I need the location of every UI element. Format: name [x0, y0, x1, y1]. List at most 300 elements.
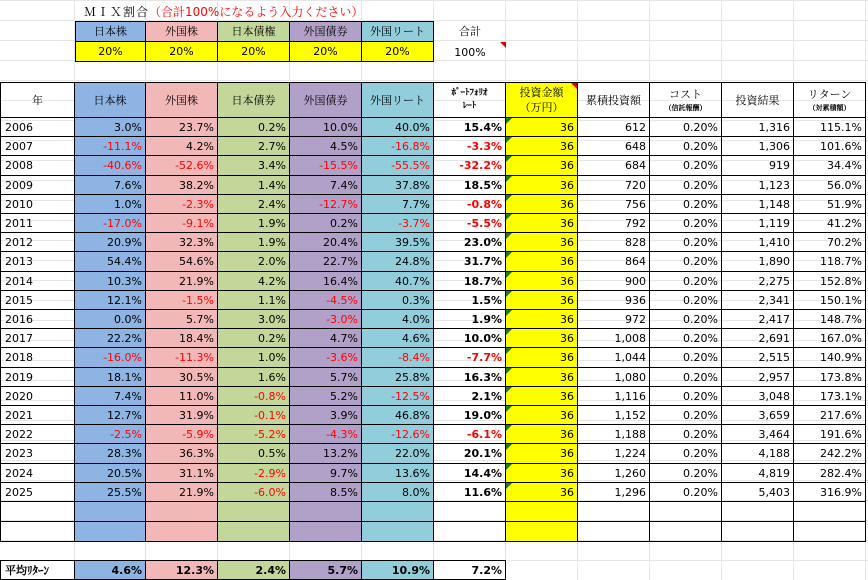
invest-amount-cell[interactable]: 36: [506, 252, 578, 272]
jp-bond-header-label: 日本債券: [231, 93, 276, 107]
return-cell[interactable]: -4.3%: [290, 425, 362, 444]
cumulative-cell[interactable]: 1,224: [578, 444, 650, 464]
column-header-iv[interactable]: [506, 82, 578, 118]
portfolio-rate-cell[interactable]: 20.1%: [434, 444, 506, 464]
return-cell[interactable]: -4.5%: [290, 291, 362, 310]
return-cell[interactable]: 37.8%: [362, 176, 434, 195]
cost-cell[interactable]: 0.20%: [650, 464, 722, 483]
return-cell[interactable]: 40.0%: [362, 118, 434, 137]
result-cell[interactable]: 1,148: [722, 195, 794, 214]
year-cell[interactable]: 2019: [0, 368, 75, 387]
return-cell[interactable]: -5.9%: [146, 425, 218, 444]
portfolio-rate-cell[interactable]: 10.0%: [434, 329, 506, 348]
return-cell[interactable]: -9.1%: [146, 214, 218, 233]
cost-cell[interactable]: 0.20%: [650, 444, 722, 464]
invest-amount-cell[interactable]: 36: [506, 214, 578, 233]
return-cell[interactable]: 20.4%: [290, 233, 362, 252]
return-cell[interactable]: 0.3%: [362, 291, 434, 310]
return-cell[interactable]: -12.6%: [362, 425, 434, 444]
year-cell[interactable]: 2020: [0, 387, 75, 406]
return-total-cell[interactable]: 173.1%: [794, 387, 866, 406]
cost-cell[interactable]: 0.20%: [650, 348, 722, 368]
return-cell[interactable]: 40.7%: [362, 272, 434, 291]
result-cell[interactable]: 1,316: [722, 118, 794, 137]
result-header-label: 投資結果: [735, 93, 780, 107]
return-cell[interactable]: 8.5%: [290, 483, 362, 502]
return-cell[interactable]: -16.0%: [75, 348, 146, 368]
result-cell[interactable]: 4,819: [722, 464, 794, 483]
year-cell[interactable]: 2016: [0, 310, 75, 329]
empty-cell[interactable]: [722, 502, 794, 522]
cost-cell[interactable]: 0.20%: [650, 329, 722, 348]
empty-cell[interactable]: [650, 522, 722, 542]
invest-amount-cell[interactable]: 36: [506, 291, 578, 310]
empty-cell[interactable]: [650, 502, 722, 522]
return-cell[interactable]: 20.5%: [75, 464, 146, 483]
mix-total-value[interactable]: 100%: [434, 42, 506, 62]
return-cell[interactable]: -6.0%: [218, 483, 290, 502]
invest-amount-cell[interactable]: 36: [506, 137, 578, 156]
year-cell[interactable]: 2025: [0, 483, 75, 502]
return-cell[interactable]: 10.0%: [290, 118, 362, 137]
return-total-cell[interactable]: 173.8%: [794, 368, 866, 387]
return-cell[interactable]: 10.3%: [75, 272, 146, 291]
return-cell[interactable]: -0.8%: [218, 387, 290, 406]
cost-cell[interactable]: 0.20%: [650, 425, 722, 444]
invest-amount-cell[interactable]: 36: [506, 425, 578, 444]
empty-cell[interactable]: [290, 522, 362, 542]
cumulative-cell[interactable]: 1,260: [578, 464, 650, 483]
empty-cell[interactable]: [0, 502, 75, 522]
result-cell[interactable]: 4,188: [722, 444, 794, 464]
return-cell[interactable]: 54.4%: [75, 252, 146, 272]
return-cell[interactable]: 4.0%: [362, 310, 434, 329]
return-cell[interactable]: 1.0%: [218, 348, 290, 368]
portfolio-rate-cell[interactable]: -6.1%: [434, 425, 506, 444]
column-header-cu[interactable]: [578, 82, 650, 118]
jp-stock-header-label: 日本株: [93, 93, 127, 107]
year-cell[interactable]: 2017: [0, 329, 75, 348]
cost-header-label: コスト: [669, 87, 702, 101]
invest-amount-cell[interactable]: 36: [506, 118, 578, 137]
cost-cell[interactable]: 0.20%: [650, 176, 722, 195]
empty-cell[interactable]: [434, 502, 506, 522]
cumulative-cell[interactable]: 1,188: [578, 425, 650, 444]
average-return-cell[interactable]: 10.9%: [362, 560, 434, 580]
column-header-pf[interactable]: [434, 82, 506, 118]
invest-amount-cell[interactable]: 36: [506, 444, 578, 464]
cumulative-cell[interactable]: 1,080: [578, 368, 650, 387]
mix-note: （合計100%になるよう入力ください）: [149, 5, 364, 19]
return-cell[interactable]: 1.0%: [75, 195, 146, 214]
year-cell[interactable]: 2011: [0, 214, 75, 233]
empty-cell[interactable]: [75, 522, 146, 542]
cumulative-cell[interactable]: 864: [578, 252, 650, 272]
result-cell[interactable]: 3,659: [722, 406, 794, 425]
empty-cell[interactable]: [0, 522, 75, 542]
return-cell[interactable]: 23.7%: [146, 118, 218, 137]
return-cell[interactable]: 38.2%: [146, 176, 218, 195]
portfolio-rate-cell[interactable]: 18.7%: [434, 272, 506, 291]
invest-amount-cell[interactable]: 36: [506, 272, 578, 291]
invest-amount-cell[interactable]: 36: [506, 483, 578, 502]
return-total-cell[interactable]: 316.9%: [794, 483, 866, 502]
return-cell[interactable]: -3.6%: [290, 348, 362, 368]
return-total-cell[interactable]: 191.6%: [794, 425, 866, 444]
return-total-cell[interactable]: 51.9%: [794, 195, 866, 214]
return-cell[interactable]: 2.4%: [218, 195, 290, 214]
year-cell[interactable]: 2021: [0, 406, 75, 425]
return-cell[interactable]: 1.9%: [218, 233, 290, 252]
column-header-rt[interactable]: [362, 82, 434, 118]
cost-cell[interactable]: 0.20%: [650, 406, 722, 425]
return-total-cell[interactable]: 242.2%: [794, 444, 866, 464]
return-cell[interactable]: -17.0%: [75, 214, 146, 233]
invest-amount-cell[interactable]: 36: [506, 233, 578, 252]
return-cell[interactable]: -5.2%: [218, 425, 290, 444]
return-cell[interactable]: 4.2%: [146, 137, 218, 156]
result-cell[interactable]: 1,410: [722, 233, 794, 252]
return-cell[interactable]: -16.8%: [362, 137, 434, 156]
return-cell[interactable]: 7.4%: [290, 176, 362, 195]
return-cell[interactable]: -11.1%: [75, 137, 146, 156]
mix-value-1[interactable]: 20%: [75, 42, 146, 62]
return-cell[interactable]: 18.1%: [75, 368, 146, 387]
return-cell[interactable]: -15.5%: [290, 156, 362, 176]
return-cell[interactable]: -12.7%: [290, 195, 362, 214]
cumulative-cell[interactable]: 828: [578, 233, 650, 252]
column-header-jp[interactable]: [75, 82, 146, 118]
portfolio-rate-cell[interactable]: 1.9%: [434, 310, 506, 329]
cumulative-cell[interactable]: 612: [578, 118, 650, 137]
return-cell[interactable]: 0.2%: [218, 118, 290, 137]
return-cell[interactable]: 12.1%: [75, 291, 146, 310]
return-cell[interactable]: 30.5%: [146, 368, 218, 387]
invest-amount-cell[interactable]: 36: [506, 156, 578, 176]
year-cell[interactable]: 2012: [0, 233, 75, 252]
portfolio-rate-cell[interactable]: -7.7%: [434, 348, 506, 368]
gridline: [0, 80, 868, 81]
return-cell[interactable]: 22.7%: [290, 252, 362, 272]
portfolio-rate-cell[interactable]: -0.8%: [434, 195, 506, 214]
empty-cell[interactable]: [290, 502, 362, 522]
result-cell[interactable]: 3,464: [722, 425, 794, 444]
return-cell[interactable]: 32.3%: [146, 233, 218, 252]
mix-value-2[interactable]: 20%: [146, 42, 218, 62]
return-cell[interactable]: 1.6%: [218, 368, 290, 387]
mix-value-4[interactable]: 20%: [290, 42, 362, 62]
average-return-cell[interactable]: 12.3%: [146, 560, 218, 580]
portfolio-rate-cell[interactable]: -3.3%: [434, 137, 506, 156]
cost-cell[interactable]: 0.20%: [650, 252, 722, 272]
year-cell[interactable]: 2014: [0, 272, 75, 291]
empty-cell[interactable]: [146, 502, 218, 522]
year-cell[interactable]: 2006: [0, 118, 75, 137]
return-cell[interactable]: 3.9%: [290, 406, 362, 425]
portfolio-rate-cell[interactable]: 1.5%: [434, 291, 506, 310]
return-cell[interactable]: 21.9%: [146, 483, 218, 502]
return-cell[interactable]: 0.2%: [218, 329, 290, 348]
return-cell[interactable]: 0.0%: [75, 310, 146, 329]
result-cell[interactable]: 1,119: [722, 214, 794, 233]
return-cell[interactable]: 1.9%: [218, 214, 290, 233]
return-cell[interactable]: 22.2%: [75, 329, 146, 348]
portfolio-rate-cell[interactable]: 16.3%: [434, 368, 506, 387]
empty-cell[interactable]: [146, 522, 218, 542]
invest-amount-cell[interactable]: 36: [506, 348, 578, 368]
return-cell[interactable]: 7.7%: [362, 195, 434, 214]
return-cell[interactable]: -12.5%: [362, 387, 434, 406]
empty-cell[interactable]: [362, 502, 434, 522]
invest-amount-cell[interactable]: 36: [506, 406, 578, 425]
return-cell[interactable]: -1.5%: [146, 291, 218, 310]
return-cell[interactable]: 0.5%: [218, 444, 290, 464]
result-cell[interactable]: 919: [722, 156, 794, 176]
cumulative-cell[interactable]: 900: [578, 272, 650, 291]
column-header-fb[interactable]: [290, 82, 362, 118]
portfolio-rate-cell[interactable]: 2.1%: [434, 387, 506, 406]
return-cell[interactable]: 22.0%: [362, 444, 434, 464]
return-cell[interactable]: -11.3%: [146, 348, 218, 368]
return-cell[interactable]: 2.7%: [218, 137, 290, 156]
invest-amount-cell[interactable]: 36: [506, 329, 578, 348]
result-cell[interactable]: 1,306: [722, 137, 794, 156]
portfolio-rate-cell[interactable]: 23.0%: [434, 233, 506, 252]
invest-amount-cell[interactable]: 36: [506, 195, 578, 214]
empty-cell[interactable]: [218, 522, 290, 542]
return-total-cell[interactable]: 70.2%: [794, 233, 866, 252]
mix-value-3[interactable]: 20%: [218, 42, 290, 62]
return-cell[interactable]: 1.4%: [218, 176, 290, 195]
return-cell[interactable]: 28.3%: [75, 444, 146, 464]
return-total-cell[interactable]: 167.0%: [794, 329, 866, 348]
mix-header-1: 日本株: [75, 21, 146, 42]
return-cell[interactable]: 31.9%: [146, 406, 218, 425]
portfolio-rate-cell[interactable]: 18.5%: [434, 176, 506, 195]
column-header-rs[interactable]: [722, 82, 794, 118]
return-cell[interactable]: 21.9%: [146, 272, 218, 291]
year-cell[interactable]: 2024: [0, 464, 75, 483]
return-cell[interactable]: 4.2%: [218, 272, 290, 291]
return-total-cell[interactable]: 115.1%: [794, 118, 866, 137]
year-cell[interactable]: 2007: [0, 137, 75, 156]
return-total-cell[interactable]: 282.4%: [794, 464, 866, 483]
cost-cell[interactable]: 0.20%: [650, 387, 722, 406]
invest-amount-cell[interactable]: 36: [506, 368, 578, 387]
average-return-cell[interactable]: 5.7%: [290, 560, 362, 580]
cost-cell[interactable]: 0.20%: [650, 272, 722, 291]
column-header-rr[interactable]: [794, 82, 866, 118]
return-cell[interactable]: 4.5%: [290, 137, 362, 156]
year-cell[interactable]: 2009: [0, 176, 75, 195]
return-cell[interactable]: 46.8%: [362, 406, 434, 425]
return-cell[interactable]: 11.0%: [146, 387, 218, 406]
result-cell[interactable]: 2,515: [722, 348, 794, 368]
return-cell[interactable]: 1.1%: [218, 291, 290, 310]
return-cell[interactable]: 9.7%: [290, 464, 362, 483]
year-cell[interactable]: 2022: [0, 425, 75, 444]
return-cell[interactable]: -2.3%: [146, 195, 218, 214]
mix-header-3: 日本債権: [218, 21, 290, 42]
return-cell[interactable]: -0.1%: [218, 406, 290, 425]
return-cell[interactable]: -3.7%: [362, 214, 434, 233]
portfolio-rate-cell[interactable]: 11.6%: [434, 483, 506, 502]
result-cell[interactable]: 2,957: [722, 368, 794, 387]
return-cell[interactable]: 36.3%: [146, 444, 218, 464]
return-cell[interactable]: -52.6%: [146, 156, 218, 176]
average-return-cell[interactable]: 2.4%: [218, 560, 290, 580]
portfolio-rate-cell[interactable]: 14.4%: [434, 464, 506, 483]
cumulative-cell[interactable]: 1,116: [578, 387, 650, 406]
result-cell[interactable]: 2,341: [722, 291, 794, 310]
return-total-cell[interactable]: 118.7%: [794, 252, 866, 272]
cumulative-cell[interactable]: 792: [578, 214, 650, 233]
cost-cell[interactable]: 0.20%: [650, 368, 722, 387]
mix-total-label: 合計: [459, 25, 481, 38]
return-cell[interactable]: 31.1%: [146, 464, 218, 483]
empty-cell[interactable]: [506, 502, 578, 522]
year-cell[interactable]: 2008: [0, 156, 75, 176]
return-cell[interactable]: 25.8%: [362, 368, 434, 387]
invest-amount-cell[interactable]: 36: [506, 310, 578, 329]
average-label[interactable]: 平均ﾘﾀｰﾝ: [0, 560, 75, 580]
empty-cell[interactable]: [578, 522, 650, 542]
year-cell[interactable]: 2018: [0, 348, 75, 368]
return-cell[interactable]: 2.0%: [218, 252, 290, 272]
return-cell[interactable]: 3.0%: [218, 310, 290, 329]
return-cell[interactable]: 20.9%: [75, 233, 146, 252]
cumulative-cell[interactable]: 720: [578, 176, 650, 195]
empty-cell[interactable]: [578, 502, 650, 522]
return-cell[interactable]: 7.6%: [75, 176, 146, 195]
average-return-cell[interactable]: 4.6%: [75, 560, 146, 580]
return-cell[interactable]: 54.6%: [146, 252, 218, 272]
cost-cell[interactable]: 0.20%: [650, 214, 722, 233]
return-cell[interactable]: -3.0%: [290, 310, 362, 329]
result-cell[interactable]: 2,275: [722, 272, 794, 291]
return-cell[interactable]: 7.4%: [75, 387, 146, 406]
empty-cell[interactable]: [794, 502, 866, 522]
return-cell[interactable]: -40.6%: [75, 156, 146, 176]
return-cell[interactable]: 16.4%: [290, 272, 362, 291]
return-cell[interactable]: 12.7%: [75, 406, 146, 425]
column-header-jb[interactable]: [218, 82, 290, 118]
cumulative-cell[interactable]: 1,152: [578, 406, 650, 425]
result-cell[interactable]: 1,123: [722, 176, 794, 195]
return-cell[interactable]: 39.5%: [362, 233, 434, 252]
cost-cell[interactable]: 0.20%: [650, 233, 722, 252]
cumulative-cell[interactable]: 756: [578, 195, 650, 214]
return-cell[interactable]: 13.6%: [362, 464, 434, 483]
return-cell[interactable]: 8.0%: [362, 483, 434, 502]
return-cell[interactable]: -2.5%: [75, 425, 146, 444]
empty-cell[interactable]: [362, 522, 434, 542]
invest-amount-cell[interactable]: 36: [506, 387, 578, 406]
cumulative-cell[interactable]: 648: [578, 137, 650, 156]
column-header-fr[interactable]: [146, 82, 218, 118]
cumulative-cell[interactable]: 972: [578, 310, 650, 329]
cost-cell[interactable]: 0.20%: [650, 310, 722, 329]
return-cell[interactable]: 5.7%: [146, 310, 218, 329]
empty-cell[interactable]: [722, 522, 794, 542]
cumulative-cell[interactable]: 1,044: [578, 348, 650, 368]
return-total-cell[interactable]: 140.9%: [794, 348, 866, 368]
return-cell[interactable]: 4.6%: [362, 329, 434, 348]
return-cell[interactable]: 3.4%: [218, 156, 290, 176]
year-cell[interactable]: 2010: [0, 195, 75, 214]
year-cell[interactable]: 2023: [0, 444, 75, 464]
return-cell[interactable]: 5.2%: [290, 387, 362, 406]
cost-cell[interactable]: 0.20%: [650, 118, 722, 137]
return-cell[interactable]: 4.7%: [290, 329, 362, 348]
empty-cell[interactable]: [218, 502, 290, 522]
return-total-cell[interactable]: 217.6%: [794, 406, 866, 425]
portfolio-rate-cell[interactable]: 19.0%: [434, 406, 506, 425]
cumulative-cell[interactable]: 684: [578, 156, 650, 176]
mix-value-5[interactable]: 20%: [362, 42, 434, 62]
invest-amount-cell[interactable]: 36: [506, 176, 578, 195]
return-cell[interactable]: -8.4%: [362, 348, 434, 368]
result-cell[interactable]: 2,417: [722, 310, 794, 329]
cumulative-cell[interactable]: 936: [578, 291, 650, 310]
cost-cell[interactable]: 0.20%: [650, 291, 722, 310]
result-cell[interactable]: 5,403: [722, 483, 794, 502]
portfolio-header-sublabel: ﾚｰﾄ: [462, 101, 477, 111]
portfolio-rate-cell[interactable]: -32.2%: [434, 156, 506, 176]
return-total-cell[interactable]: 34.4%: [794, 156, 866, 176]
column-header-year[interactable]: [0, 82, 75, 118]
portfolio-rate-cell[interactable]: 31.7%: [434, 252, 506, 272]
cost-cell[interactable]: 0.20%: [650, 137, 722, 156]
year-cell[interactable]: 2013: [0, 252, 75, 272]
result-cell[interactable]: 3,048: [722, 387, 794, 406]
return-total-cell[interactable]: 101.6%: [794, 137, 866, 156]
return-total-cell[interactable]: 148.7%: [794, 310, 866, 329]
empty-cell[interactable]: [794, 522, 866, 542]
portfolio-rate-cell[interactable]: 15.4%: [434, 118, 506, 137]
cumulative-cell[interactable]: 1,296: [578, 483, 650, 502]
empty-cell[interactable]: [434, 522, 506, 542]
empty-cell[interactable]: [75, 502, 146, 522]
column-header-co[interactable]: [650, 82, 722, 118]
cost-cell[interactable]: 0.20%: [650, 483, 722, 502]
return-total-cell[interactable]: 56.0%: [794, 176, 866, 195]
return-cell[interactable]: 18.4%: [146, 329, 218, 348]
invest-amount-cell[interactable]: 36: [506, 464, 578, 483]
return-cell[interactable]: 13.2%: [290, 444, 362, 464]
cumulative-header-label: 累積投資額: [586, 93, 641, 107]
cost-cell[interactable]: 0.20%: [650, 156, 722, 176]
average-portfolio-cell[interactable]: 7.2%: [434, 560, 506, 580]
return-cell[interactable]: 24.8%: [362, 252, 434, 272]
result-cell[interactable]: 1,890: [722, 252, 794, 272]
return-cell[interactable]: -55.5%: [362, 156, 434, 176]
result-cell[interactable]: 2,691: [722, 329, 794, 348]
empty-cell[interactable]: [506, 522, 578, 542]
portfolio-rate-cell[interactable]: -5.5%: [434, 214, 506, 233]
cost-cell[interactable]: 0.20%: [650, 195, 722, 214]
return-cell[interactable]: -2.9%: [218, 464, 290, 483]
return-cell[interactable]: 0.2%: [290, 214, 362, 233]
return-cell[interactable]: 25.5%: [75, 483, 146, 502]
year-cell[interactable]: 2015: [0, 291, 75, 310]
return-total-cell[interactable]: 150.1%: [794, 291, 866, 310]
return-total-cell[interactable]: 41.2%: [794, 214, 866, 233]
return-total-cell[interactable]: 152.8%: [794, 272, 866, 291]
return-cell[interactable]: 3.0%: [75, 118, 146, 137]
cumulative-cell[interactable]: 1,008: [578, 329, 650, 348]
return-cell[interactable]: 5.7%: [290, 368, 362, 387]
